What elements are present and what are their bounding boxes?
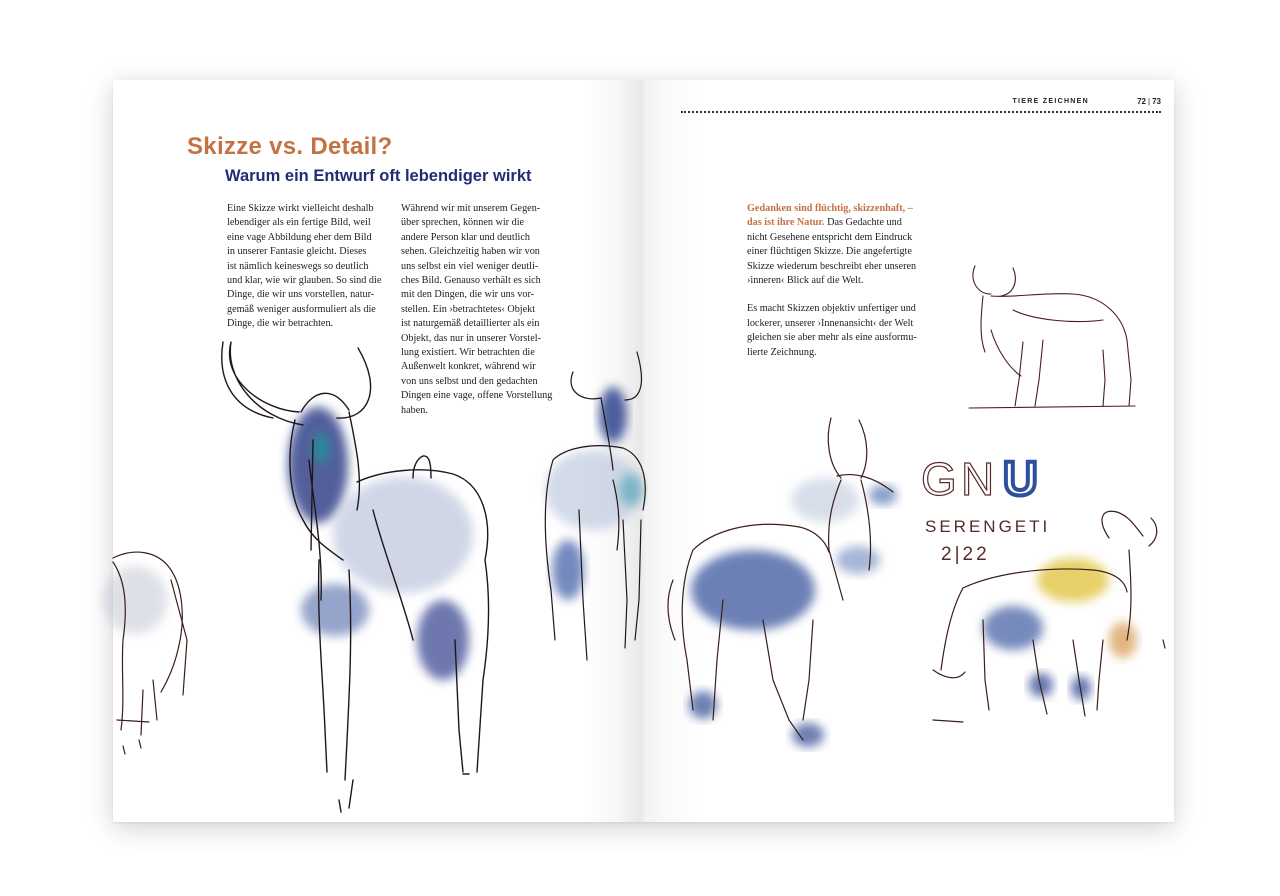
text-line: eine vage Abbildung eher dem Bild	[227, 231, 372, 243]
gnu-sketch-walking	[668, 418, 897, 747]
text-line: haben.	[401, 404, 428, 416]
text-line: gemäß weniger ausformuliert als die	[227, 303, 376, 315]
text-line: Objekt, das nur in unserer Vorstel-	[401, 332, 541, 344]
text-line: und klar, wie wir glauben. So sind die	[227, 275, 382, 287]
text-line: Es macht Skizzen objektiv unfertiger und	[747, 303, 916, 315]
handwritten-caption	[921, 453, 1050, 565]
text-line: lung existiert. Wir betrachten die	[401, 347, 535, 359]
text-line: sehen. Gleichzeitig haben wir von	[401, 246, 540, 258]
text-line: ist nämlich keineswegs so deutlich	[227, 260, 369, 272]
text-line: über sprechen, können wir die	[401, 217, 525, 229]
handwriting-letter-n: N	[961, 453, 995, 505]
text-line: lebendiger als ein fertige Bild, weil	[227, 217, 371, 229]
page-title: Skizze vs. Detail?	[187, 133, 393, 160]
header-section-label: TIERE ZEICHNEN	[1012, 98, 1089, 105]
page-number-left: 72	[1137, 97, 1147, 106]
gnu-sketch-small-brown	[969, 266, 1135, 408]
gnu-sketch-large-blue	[222, 342, 489, 812]
text-line: mit den Dingen, die wir uns vor-	[401, 289, 535, 301]
page-number-separator: |	[1148, 97, 1151, 106]
handwriting-place: SERENGETI	[925, 517, 1051, 536]
gnu-sketch-medium	[545, 352, 645, 660]
gnu-sketch-yellow-mane	[933, 511, 1165, 722]
handwriting-date: 2|22	[941, 544, 990, 565]
illustrations-layer	[113, 80, 1174, 822]
text-line: gleichen sie aber mehr als eine ausformu-	[747, 332, 917, 344]
text-line: von uns selbst und den gedachten	[401, 375, 538, 387]
text-line: Während wir mit unserem Gegen-	[401, 203, 541, 214]
text-line: Skizze wiederum beschreibt eher unseren	[747, 260, 917, 272]
magazine-spread	[113, 80, 1174, 822]
text-line: Eine Skizze wirkt vielleicht deshalb	[227, 203, 374, 214]
text-line: andere Person klar und deutlich	[401, 231, 531, 243]
page-subtitle: Warum ein Entwurf oft lebendiger wirkt	[225, 167, 532, 185]
text-line: ›inneren‹ Blick auf die Welt.	[747, 275, 864, 287]
text-line: Dinge, die wir betrachten.	[227, 318, 334, 330]
text-line: einer flüchtigen Skizze. Die angefertigte	[747, 246, 912, 258]
text-line: stellen. Ein ›betrachtetes‹ Objekt	[401, 303, 536, 315]
lead-in-text: das ist ihre Natur.	[747, 217, 825, 229]
page-number-right: 73	[1152, 97, 1161, 106]
text-line: Außenwelt konkret, während wir	[401, 361, 536, 373]
gnu-sketch-edge-left	[103, 552, 187, 754]
lead-in-text: Gedanken sind flüchtig, skizzenhaft, –	[747, 203, 913, 214]
text-line: Dinge, die wir uns vorstellen, natur-	[227, 289, 375, 301]
text-line: Dingen eine vage, offene Vorstellung	[401, 390, 553, 402]
text-line: lierte Zeichnung.	[747, 346, 817, 358]
handwriting-letter-u: U	[1003, 453, 1038, 506]
text-line: lockerer, unserer ›Innenansicht‹ der Welt	[747, 317, 914, 329]
text-line: uns selbst ein viel weniger deutli-	[401, 260, 539, 272]
text-line: ist naturgemäß detaillierter als ein	[401, 318, 540, 330]
text-line: ches Bild. Genauso verhält es sich	[401, 275, 541, 287]
text-line-tail: Das Gedachte und	[824, 217, 902, 229]
handwriting-letter-g: G	[921, 453, 957, 505]
text-line: nicht Gesehene entspricht dem Eindruck	[747, 231, 913, 243]
text-line: in unserer Fantasie gleicht. Dieses	[227, 246, 367, 258]
